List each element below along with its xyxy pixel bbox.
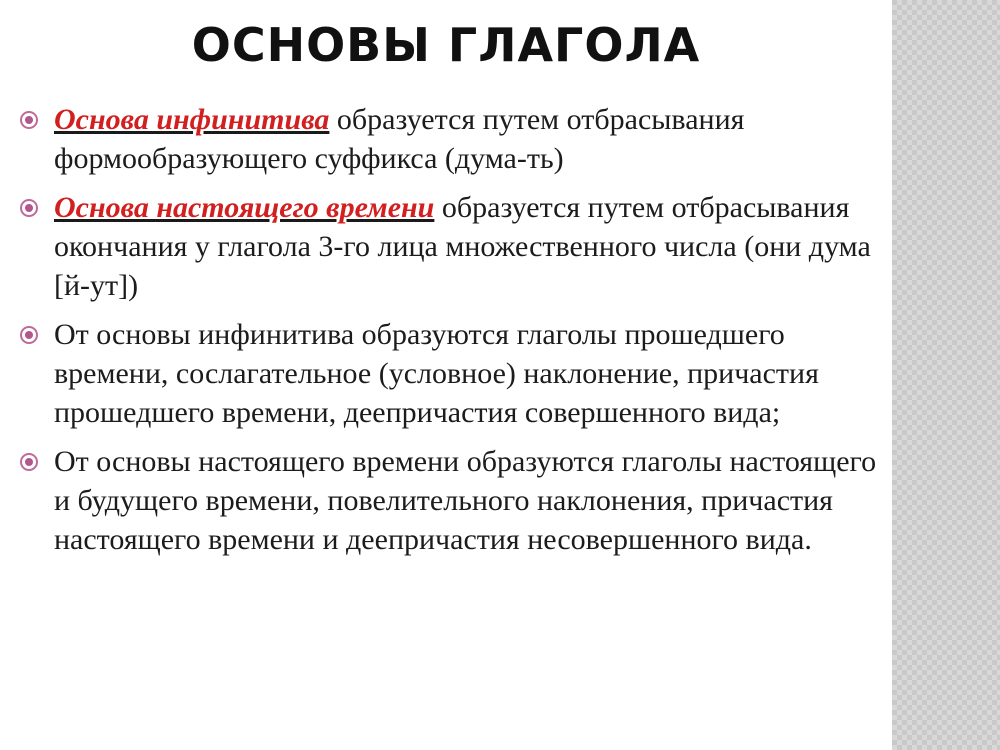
bullet-text: От основы инфинитива образуются глаголы прошедшего времени, сослагательное (условное) наклонение, причастия прошедшего времени, деепричастия совершенного вида; <box>54 318 819 429</box>
bullet-term: Основа инфинитива <box>54 103 330 136</box>
bullet-text: образуется путем отбрасывания окончания у глагола 3-го лица множественного числа (они дума [й-ут]) <box>54 191 871 302</box>
bullet-text: образуется путем отбрасывания формообразующего суффикса (дума-ть) <box>54 103 745 175</box>
bullet-list <box>18 100 878 569</box>
decorative-side-band <box>892 0 1000 750</box>
bullet-text: От основы настоящего времени образуются глаголы настоящего и будущего времени, повелительного наклонения, причастия настоящего времени и деепричастия несовершенного вида. <box>54 445 877 556</box>
bullet-item <box>18 315 878 432</box>
bullet-term: Основа настоящего времени <box>54 191 435 224</box>
slide-title: ОСНОВЫ ГЛАГОЛА <box>191 18 701 72</box>
radio-bullet-icon <box>20 453 38 471</box>
radio-bullet-icon <box>20 326 38 344</box>
bullet-item <box>18 100 878 178</box>
radio-bullet-icon <box>20 111 38 129</box>
bullet-item <box>18 442 878 559</box>
bullet-item <box>18 188 878 305</box>
radio-bullet-icon <box>20 199 38 217</box>
